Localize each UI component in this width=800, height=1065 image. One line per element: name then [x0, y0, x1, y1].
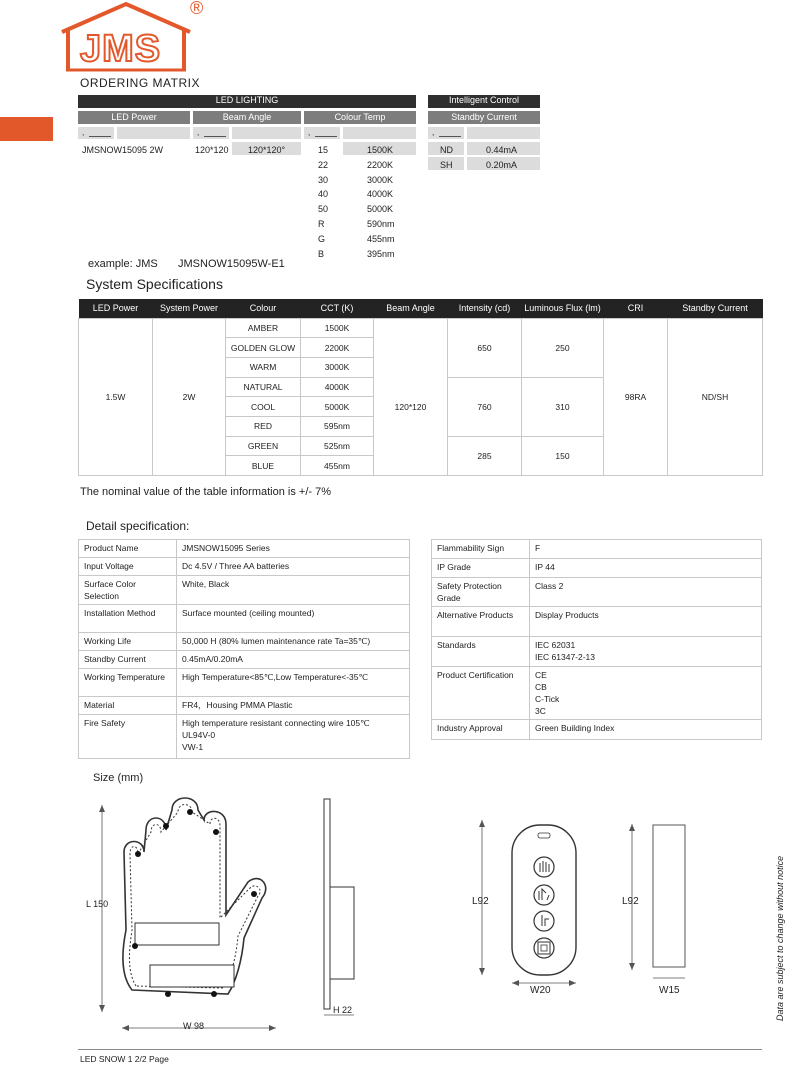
comma-3: ,	[308, 128, 311, 137]
registered-mark: ®	[190, 0, 204, 18]
table-row	[432, 540, 762, 559]
temp-value: 4000K	[367, 189, 394, 200]
system-header: Luminous Flux (lm)	[522, 299, 604, 318]
comma-1: ,	[82, 128, 85, 137]
spec-label: Safety Protection Grade	[432, 578, 530, 607]
footer-text: LED SNOW 1 2/2 Page	[80, 1054, 169, 1064]
intensity-cell: 650	[448, 318, 522, 377]
spec-value-extra: IEC 61347-2-13	[535, 652, 596, 662]
spec-value: Surface mounted (ceiling mounted)	[182, 608, 315, 618]
comma-4: ,	[432, 128, 435, 137]
standby-code: ND	[440, 145, 453, 155]
standby-value: 0.44mA	[486, 145, 518, 155]
spec-value: Green Building Index	[535, 723, 615, 733]
spec-value: JMSNOW15095 Series	[182, 543, 270, 553]
spec-label: Surface Color Selection	[79, 576, 177, 605]
spec-value-cell	[530, 540, 762, 559]
spec-value-cell	[530, 578, 762, 607]
underline-1	[89, 136, 111, 137]
standby-cell: ND/SH	[668, 318, 763, 476]
spec-label: Input Voltage	[79, 558, 177, 576]
dim-l92-holder: L92	[622, 896, 639, 907]
dim-w15: W15	[659, 985, 680, 996]
spec-label: IP Grade	[432, 559, 530, 578]
spec-value-cell	[177, 715, 410, 759]
side-note: Data are subject to change without notice	[775, 855, 785, 1021]
spec-value-extra: UL94V-0	[182, 730, 216, 740]
system-title: System Specifications	[86, 276, 223, 292]
table-row	[79, 605, 410, 633]
spec-label: Standards	[432, 637, 530, 667]
temp-value: 2200K	[367, 159, 394, 170]
dim-l150: L 150	[86, 899, 109, 909]
brand-logo	[58, 0, 218, 75]
detail-right-table	[431, 539, 762, 740]
colour-cell: BLUE	[226, 456, 301, 476]
col-standby-current: Standby Current	[428, 111, 540, 124]
standby-value: 0.20mA	[486, 160, 518, 170]
cct-cell: 4000K	[301, 377, 374, 397]
example-label: example: JMS	[88, 258, 158, 270]
colour-cell: GREEN	[226, 436, 301, 456]
spec-value-cell	[177, 669, 410, 697]
temp-code: 22	[318, 159, 329, 170]
col-beam-angle: Beam Angle	[193, 111, 301, 124]
spec-label: Working Life	[79, 633, 177, 651]
cct-cell: 5000K	[301, 397, 374, 417]
intensity-cell: 285	[448, 436, 522, 475]
detail-title: Detail specification:	[86, 519, 190, 533]
table-row	[79, 540, 410, 558]
table-row	[79, 318, 763, 338]
spec-value-cell	[177, 576, 410, 605]
temp-code: 50	[318, 204, 329, 215]
colour-cell: RED	[226, 416, 301, 436]
spec-value-cell	[177, 558, 410, 576]
temp-code: B	[318, 248, 325, 259]
table-row	[432, 559, 762, 578]
col-led-power: LED Power	[78, 111, 190, 124]
side-accent-bar	[0, 117, 53, 141]
spec-value-cell	[530, 667, 762, 720]
system-header: LED Power	[79, 299, 153, 318]
colour-cell: GOLDEN GLOW	[226, 338, 301, 358]
logo-text: JMS	[80, 28, 162, 70]
table-row	[79, 715, 410, 759]
system-header: CRI	[604, 299, 668, 318]
table-row	[79, 576, 410, 605]
spec-value-cell	[177, 633, 410, 651]
spec-value-cell	[530, 637, 762, 667]
col-colour-temp: Colour Temp	[304, 111, 416, 124]
spec-value-cell	[530, 559, 762, 578]
nominal-note: The nominal value of the table information is +/- 7%	[80, 486, 331, 498]
spec-value: FR4，Housing PMMA Plastic	[182, 700, 293, 710]
spec-label: Industry Approval	[432, 720, 530, 740]
spec-value: High Temperature<85℃,Low Temperature<-35℃	[182, 672, 369, 682]
spec-value: CE	[535, 670, 547, 680]
underline-2	[204, 136, 226, 137]
temp-value: 1500K	[367, 145, 394, 155]
temp-value: 395nm	[367, 248, 395, 259]
cct-cell: 455nm	[301, 456, 374, 476]
temp-code: 40	[318, 189, 329, 200]
colour-cell: NATURAL	[226, 377, 301, 397]
footer-rule	[78, 1049, 762, 1050]
colour-cell: AMBER	[226, 318, 301, 338]
size-title: Size (mm)	[93, 772, 144, 784]
flux-cell: 150	[522, 436, 604, 475]
spec-label: Product Name	[79, 540, 177, 558]
order-blank-6	[343, 127, 416, 139]
spec-value: Dc 4.5V / Three AA batteries	[182, 561, 290, 571]
underline-3	[315, 136, 337, 137]
spec-value: 0.45mA/0.20mA	[182, 654, 243, 664]
spec-label: Fire Safety	[79, 715, 177, 759]
temp-code: G	[318, 233, 326, 244]
spec-label: Standby Current	[79, 651, 177, 669]
spec-value-extra: 3C	[535, 706, 546, 716]
led-power-cell: 1.5W	[79, 318, 153, 476]
temp-value: 3000K	[367, 174, 394, 185]
table-row	[79, 697, 410, 715]
spec-value-cell	[530, 607, 762, 637]
spec-label: Product Certification	[432, 667, 530, 720]
power-value: JMSNOW15095 2W	[82, 145, 164, 155]
flux-cell: 310	[522, 377, 604, 436]
example-value: JMSNOW15095W-E1	[178, 258, 285, 270]
beam-cell: 120*120	[374, 318, 448, 476]
system-header: System Power	[153, 299, 226, 318]
dim-l92-remote: L92	[472, 896, 489, 907]
flux-cell: 250	[522, 318, 604, 377]
table-row	[432, 637, 762, 667]
spec-value-extra: VW-1	[182, 742, 204, 752]
spec-value: Class 2	[535, 581, 564, 591]
spec-label: Alternative Products	[432, 607, 530, 637]
table-row	[432, 578, 762, 607]
system-header: Standby Current	[668, 299, 763, 318]
spec-value: High temperature resistant connecting wire 105℃	[182, 718, 370, 728]
spec-value: Display Products	[535, 610, 599, 620]
temp-value: 590nm	[367, 219, 395, 229]
spec-value-cell	[177, 605, 410, 633]
beam-code: 120*120	[195, 145, 229, 155]
spec-label: Installation Method	[79, 605, 177, 633]
comma-2: ,	[197, 128, 200, 137]
spec-value-cell	[177, 651, 410, 669]
system-spec-table	[78, 299, 763, 476]
cct-cell: 525nm	[301, 436, 374, 456]
spec-value-extra: CB	[535, 682, 547, 692]
system-header: Beam Angle	[374, 299, 448, 318]
dim-w20: W20	[530, 985, 551, 996]
beam-value: 120*120°	[248, 145, 286, 155]
table-row	[79, 633, 410, 651]
cct-cell: 1500K	[301, 318, 374, 338]
dim-h22: H 22	[333, 1005, 353, 1015]
table-row	[79, 669, 410, 697]
spec-value: IEC 62031	[535, 640, 576, 650]
cct-cell: 3000K	[301, 357, 374, 377]
temp-code: R	[318, 219, 325, 229]
ordering-title: ORDERING MATRIX	[80, 76, 200, 90]
spec-value-cell	[177, 697, 410, 715]
spec-value: 50,000 H (80% lumen maintenance rate Ta=35℃)	[182, 636, 371, 646]
table-row	[432, 667, 762, 720]
underline-4	[439, 136, 461, 137]
table-row	[79, 558, 410, 576]
dim-w98: W 98	[183, 1021, 205, 1031]
spec-label: Material	[79, 697, 177, 715]
side-view-drawing	[318, 795, 368, 1020]
colour-cell: COOL	[226, 397, 301, 417]
spec-label: Working Temperature	[79, 669, 177, 697]
cri-cell: 98RA	[604, 318, 668, 476]
system-power-cell: 2W	[153, 318, 226, 476]
cct-cell: 595nm	[301, 416, 374, 436]
spec-value: F	[535, 543, 541, 553]
system-header: Colour	[226, 299, 301, 318]
temp-value: 455nm	[367, 233, 395, 244]
colour-cell: WARM	[226, 357, 301, 377]
detail-left-table	[78, 539, 410, 759]
spec-value-cell	[530, 720, 762, 740]
spec-label: Flammability Sign	[432, 540, 530, 559]
temp-value: 5000K	[367, 204, 394, 215]
order-blank-4	[232, 127, 301, 139]
intelligent-control-header: Intelligent Control	[428, 95, 540, 108]
temp-code: 15	[318, 145, 329, 155]
order-blank-2	[117, 127, 190, 139]
table-row	[432, 720, 762, 740]
standby-code: SH	[440, 160, 453, 170]
spec-value-extra: C-Tick	[535, 694, 560, 704]
temp-code: 30	[318, 174, 329, 185]
spec-value-cell	[177, 540, 410, 558]
intensity-cell: 760	[448, 377, 522, 436]
spec-value: IP 44	[535, 562, 555, 572]
table-row	[432, 607, 762, 637]
system-header: CCT (K)	[301, 299, 374, 318]
system-header: Intensity (cd)	[448, 299, 522, 318]
order-blank-8	[467, 127, 540, 139]
cct-cell: 2200K	[301, 338, 374, 358]
spec-value: White, Black	[182, 579, 230, 589]
led-lighting-header: LED LIGHTING	[78, 95, 416, 108]
hand-drawing	[80, 790, 280, 1040]
table-row	[79, 651, 410, 669]
